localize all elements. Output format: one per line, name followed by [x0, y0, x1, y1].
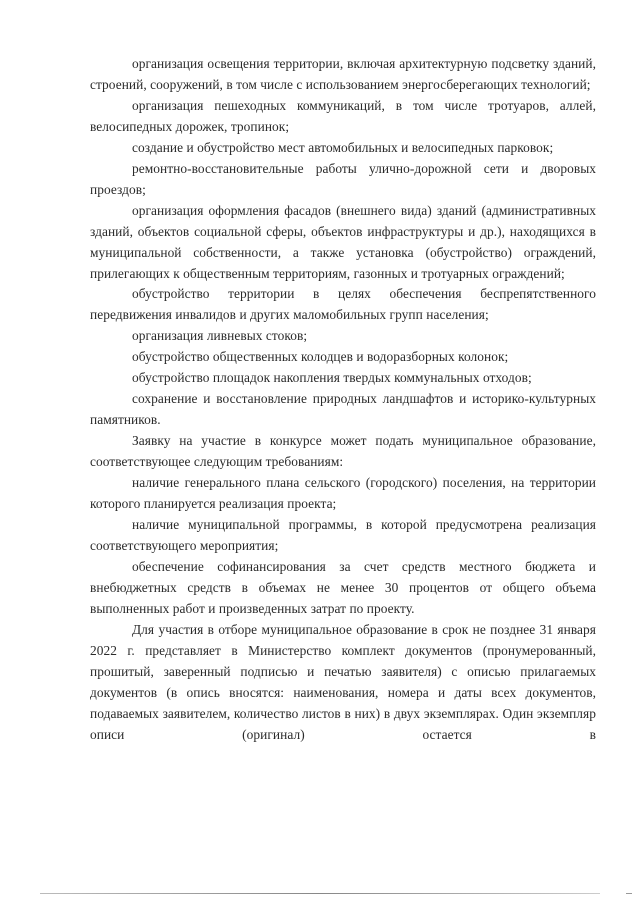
paragraph-application: Заявку на участие в конкурсе может подать муниципальное образование, соответствующее следующим требованиям: — [90, 433, 596, 470]
paragraph-pedestrian: организация пешеходных коммуникаций, в том числе тротуаров, аллей, велосипедных дорожек, тропинок; — [90, 97, 596, 134]
paragraph-waste: обустройство площадок накопления твердых коммунальных отходов; — [132, 370, 532, 386]
bottom-edge-line — [40, 893, 600, 894]
paragraph-lighting: организация освещения территории, включая архитектурную подсветку зданий, строений, сооружений, в том числе с использованием энергосберегающих технологий; — [90, 56, 596, 92]
paragraph-wells: обустройство общественных колодцев и водоразборных колонок; — [132, 349, 509, 365]
paragraph-drainage: организация ливневых стоков; — [132, 328, 308, 344]
paragraph-road-repair: ремонтно-восстановительные работы улично-дорожной сети и дворовых проездов; — [90, 160, 596, 197]
document-body — [90, 54, 596, 745]
corner-mark — [626, 893, 632, 894]
paragraph-landscapes: сохранение и восстановление природных ландшафтов и историко-культурных памятников. — [90, 391, 596, 428]
paragraph-municipal-program: наличие муниципальной программы, в которой предусмотрена реализация соответствующего мероприятия; — [90, 516, 596, 553]
paragraph-facades: организация оформления фасадов (внешнего вида) зданий (административных зданий, объектов социальной сферы, объектов инфраструктуры и др.), находящихся в муниципальной собственности, а также установка (обустройство) ограждений, прилегающих к общественным территориям, газонных и тротуарных ограждений; — [90, 202, 596, 281]
paragraph-general-plan: наличие генерального плана сельского (городского) поселения, на территории которого планируется реализация проекта; — [90, 475, 596, 512]
paragraph-parking: создание и обустройство мест автомобильных и велосипедных парковок; — [132, 139, 554, 155]
paragraph-submission: Для участия в отборе муниципальное образование в срок не позднее 31 января 2022 г. представляет в Министерство комплект документов (пронумерованный, прошитый, заверенный подписью и печатью заявителя) с описью прилагаемых документов (в опись вносятся: наименования, номера и даты всех документов, подаваемых заявителем, количество листов в них) в двух экземплярах. Один экземпляр описи (оригинал) остается в — [90, 621, 596, 742]
paragraph-cofinancing: обеспечение софинансирования за счет средств местного бюджета и внебюджетных средств в объемах не менее 30 процентов от общего объема выполненных работ и произведенных затрат по проекту. — [90, 558, 596, 616]
paragraph-accessibility: обустройство территории в целях обеспечения беспрепятственного передвижения инвалидов и других маломобильных групп населения; — [90, 286, 596, 323]
